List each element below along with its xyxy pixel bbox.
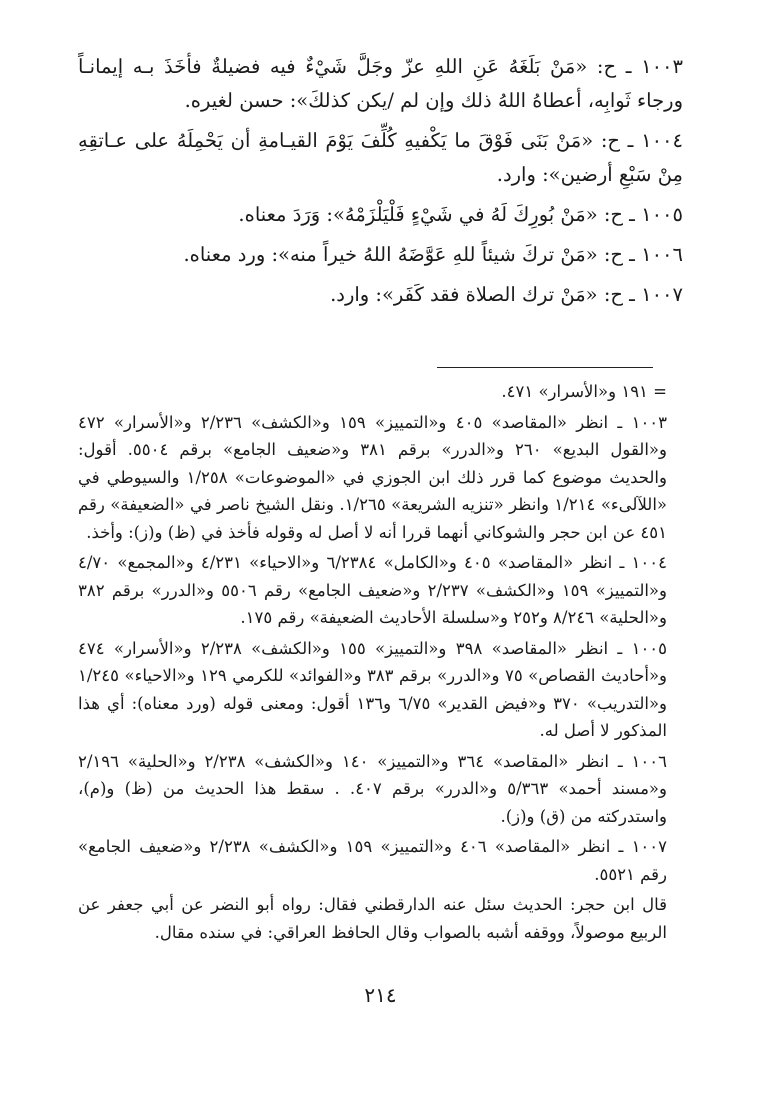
hadith-entry-1005: ١٠٠٥ ـ ح: «مَنْ بُورِكَ لَهُ في شَيْءٍ فَلْيَلْزَمْهُ»: وَرَدَ معناه. — [238, 203, 683, 226]
hadith-entry-1004: ١٠٠٤ ـ ح: «مَنْ بَنَى فَوْقَ ما يَكْفيهِ كُلِّفَ يَوْمَ القيـامةِ أن يَحْمِلَهُ على عـاتقِهِ مِنْ سَبْعِ أرضين»: وارد. — [78, 129, 683, 186]
footnote-1006: ١٠٠٦ ـ انظر «المقاصد» ٣٦٤ و«التمييز» ١٤٠ و«الكشف» ٢/٢٣٨ و«الحلية» ٢/١٩٦ و«مسند أحمد» ٥/٣٦٣ و«الدرر» برقم ٤٠٧. . سقط هذا الحديث من (ظ) و(م)، واستدركته من (ق) و(ز). — [78, 751, 667, 826]
hadith-entry-1003: ١٠٠٣ ـ ح: «مَنْ بَلَغَهُ عَنِ اللهِ عزّ وجَلَّ شَيْءٌ فيه فضيلةٌ فأخَذَ بـه إيمانـاً ورجاء ثَوابِه، أعطاهُ اللهُ ذلك وإن لم /يكن كذلكَ»: حسن لغيره. — [78, 55, 683, 112]
footnote-ibn-hajar: قال ابن حجر: الحديث سئل عنه الدارقطني فقال: رواه أبو النضر عن أبي جعفر عن الربيع موصولاً، ووقفه أشبه بالصواب وقال الحافظ العراقي: في سنده مقال. — [78, 895, 667, 942]
page-number: ٢١٤ — [364, 983, 397, 1007]
hadith-entry-1006: ١٠٠٦ ـ ح: «مَنْ تركَ شيئاً للهِ عَوَّضَهُ اللهُ خيراً منه»: ورد معناه. — [183, 243, 683, 266]
footnote-divider — [437, 367, 653, 368]
footnote-1004: ١٠٠٤ ـ انظر «المقاصد» ٤٠٥ و«الكامل» ٦/٢٣٨٤ و«الاحياء» ٤/٢٣١ و«المجمع» ٤/٧٠ و«التمييز» ١٥٩ و«الكشف» ٢/٢٣٧ و«ضعيف الجامع» رقم ٥٥٠٦ و«الدرر» برقم ٣٨٢ و«الحلية» ٨/٢٤٦ و٢٥٢ و«سلسلة الأحاديث الضعيفة» رقم ١٧٥. — [78, 553, 667, 627]
footnote-1007: ١٠٠٧ ـ انظر «المقاصد» ٤٠٦ و«التمييز» ١٥٩ و«الكشف» ٢/٢٣٨ و«ضعيف الجامع» رقم ٥٥٢١. — [78, 837, 668, 884]
footnote-1003: ١٠٠٣ ـ انظر «المقاصد» ٤٠٥ و«التمييز» ١٥٩ و«الكشف» ٢/٢٣٦ و«الأسرار» ٤٧٢ و«القول البديع» ٢٦٠ و«الدرر» برقم ٣٨١ و«ضعيف الجامع» برقم ٥٥٠٤. أقول: والحديث موضوع كما قرر ذلك ابن الجوزي في «الموضوعات» ١/٢٥٨ والسيوطي في «اللآلىء» ١/٢١٤ وانظر «تنزيه الشريعة» ١/٢٦٥. ونقل الشيخ ناصر في «الضعيفة» رقم ٤٥١ عن ابن حجر والشوكاني أنهما قررا أنه لا أصل له وقوله فأخذ في (ظ) و(ز): وأخذ. — [78, 412, 668, 542]
hadith-list — [78, 50, 683, 318]
footnote-continuation: = ١٩١ و«الأسرار» ٤٧١. — [501, 382, 667, 401]
footnotes — [78, 378, 681, 949]
footnote-1005: ١٠٠٥ ـ انظر «المقاصد» ٣٩٨ و«التمييز» ١٥٥ و«الكشف» ٢/٢٣٨ و«الأسرار» ٤٧٤ و«أحاديث القصاص» ٧٥ و«الدرر» برقم ٣٨٣ و«الفوائد» للكرمي ١٢٩ و«الاحياء» ١/٢٤٥ و«التدريب» ٣٧٠ و«فيض القدير» ٦/٧٥ و١٣٦ أقول: ومعنى قوله (ورد معناه): أي هذا المذكور لا أصل له. — [78, 638, 668, 740]
hadith-entry-1007: ١٠٠٧ ـ ح: «مَنْ ترك الصلاة فقد كَفَر»: وارد. — [330, 283, 683, 306]
